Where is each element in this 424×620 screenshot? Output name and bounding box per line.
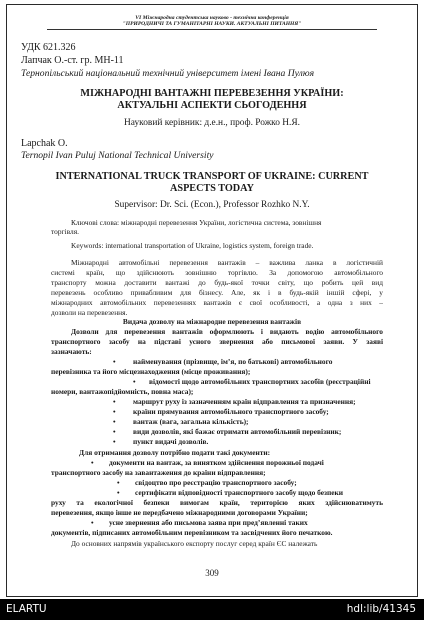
bullet: • bbox=[117, 478, 120, 487]
intro-line: міжнародних автомобільних перевезеннях вантажів є свої особливості, а одна з них – bbox=[51, 298, 383, 307]
repository-footer-bar bbox=[0, 599, 424, 620]
page-number: 309 bbox=[205, 568, 219, 578]
list2-item2: свідоцтво про реєстрацію транспортного засобу; bbox=[135, 478, 297, 487]
list2-item4-line1: усне звернення або письмова заява при пред’явленні таких bbox=[109, 518, 308, 527]
intro-line: системі країн, що здійснюють зовнішню торгівлю. За допомогою автомобільного bbox=[51, 268, 383, 277]
affiliation-ua: Тернопільський національний технічний університет імені Івана Пулюя bbox=[21, 68, 315, 79]
section1-para-line: Дозволи для перевезення вантажів оформлюють і видають водію автомобільного bbox=[71, 327, 383, 336]
list1-item4: країни прямування автомобільного транспортного засобу; bbox=[133, 407, 329, 416]
keywords-ua-line2: торгівля. bbox=[51, 227, 79, 236]
document-page bbox=[6, 4, 418, 597]
bullet: • bbox=[91, 458, 94, 467]
list2-item3-line3: перевезення, якщо інше не передбачено міжнародними договорами України; bbox=[51, 508, 308, 517]
repository-name: ELARTU bbox=[6, 603, 47, 615]
udc-code: УДК 621.326 bbox=[21, 42, 76, 53]
list1-item1-line2: перевізника та його місцезнаходження (місце проживання); bbox=[51, 367, 251, 376]
list2-item1-line1: документи на вантаж, за винятком здійснення порожньої подачі bbox=[109, 458, 324, 467]
list1-item2-line2: номери, вантажопідйомність, повна маса); bbox=[51, 387, 194, 396]
handle-identifier: hdl:lib/41345 bbox=[346, 603, 416, 615]
bullet: • bbox=[113, 427, 116, 436]
list2-item1-line2: транспортного засобу на завантаження до країни відправлення; bbox=[51, 468, 266, 477]
author-ua: Лапчак О.-ст. гр. МН-11 bbox=[21, 55, 124, 66]
bullet: • bbox=[117, 488, 120, 497]
header-divider bbox=[47, 29, 377, 30]
supervisor-ua: Науковий керівник: д.е.н., проф. Рожко Н.Я. bbox=[123, 118, 300, 128]
title-en-line2: ASPECTS TODAY bbox=[170, 183, 254, 194]
section1-para-line: зазначають: bbox=[51, 347, 92, 356]
list2-item4-line2: документів, підписаних автомобільним перевізником та засвідчених його печаткою. bbox=[51, 528, 333, 537]
list1-item3: маршрут руху із зазначенням країн відправлення та призначення; bbox=[133, 397, 356, 406]
conference-header-line1: VI Міжнародна студентська науково - технічна конференція bbox=[135, 15, 289, 21]
intro-line: дозволи на перевезення. bbox=[51, 308, 128, 317]
intro-line: перевезень особливо привабливим для бізнесу. Але, як і в будь-якій іншій сфері, у bbox=[51, 288, 383, 297]
title-en-line1: INTERNATIONAL TRUCK TRANSPORT OF UKRAINE: CURRENT bbox=[55, 171, 369, 182]
conference-header-line2: "ПРИРОДНИЧІ ТА ГУМАНІТАРНІ НАУКИ. АКТУАЛЬНІ ПИТАННЯ" bbox=[122, 21, 302, 27]
list2-item3-line2: руху та екологічної безпеки вимогам країн, територією яких здійснюватимуть bbox=[51, 498, 383, 507]
bullet: • bbox=[113, 407, 116, 416]
list1-item1-line1: найменування (прізвище, ім’я, по батькові) автомобільного bbox=[133, 357, 333, 366]
list2-item3-line1: сертифікати відповідності транспортного засобу щодо безпеки bbox=[135, 488, 344, 497]
intro-line: Міжнародні автомобільні перевезення вантажів – важлива ланка в логістичній bbox=[71, 258, 383, 267]
supervisor-en: Supervisor: Dr. Sci. (Econ.), Professor Rozhko N.Y. bbox=[114, 200, 310, 210]
title-ua-line1: МІЖНАРОДНІ ВАНТАЖНІ ПЕРЕВЕЗЕННЯ УКРАЇНИ: bbox=[80, 88, 344, 99]
bullet: • bbox=[113, 397, 116, 406]
list1-item7: пункт видачі дозволів. bbox=[133, 437, 209, 446]
bullet: • bbox=[133, 377, 136, 386]
bullet: • bbox=[113, 357, 116, 366]
bullet: • bbox=[113, 437, 116, 446]
bullet: • bbox=[91, 518, 94, 527]
affiliation-en: Ternopil Ivan Puluj National Technical University bbox=[21, 150, 214, 161]
section1-heading: Видача дозволу на міжнародне перевезення вантажів bbox=[122, 317, 302, 326]
section1-para-line: транспортного засобу на підставі усного звернення або письмової заяви. У заяві bbox=[51, 337, 383, 346]
intro-line: транспорту можна доставити вантажі до будь-якої точки світу, що робить цей вид bbox=[51, 278, 383, 287]
closing-line: До основних напрямів українського експорту послуг серед країн ЄС належать bbox=[71, 539, 318, 548]
keywords-en: Keywords: international transportation of Ukraine, logistics system, foreign trade. bbox=[71, 241, 314, 250]
author-en: Lapchak O. bbox=[21, 138, 68, 149]
list1-item5: вантаж (вага, загальна кількість); bbox=[133, 417, 249, 426]
keywords-ua-line1: Ключові слова: міжнародні перевезення України, логістична система, зовнішня bbox=[71, 218, 322, 227]
list1-item2-line1: відомості щодо автомобільних транспортних засобів (реєстраційні bbox=[149, 377, 371, 386]
list1-item6: види дозволів, які бажає отримати автомобільний перевізник; bbox=[133, 427, 342, 436]
section2-heading: Для отримання дозволу потрібно подати такі документи: bbox=[79, 448, 271, 457]
title-ua-line2: АКТУАЛЬНІ АСПЕКТИ СЬОГОДЕННЯ bbox=[117, 100, 307, 111]
bullet: • bbox=[113, 417, 116, 426]
